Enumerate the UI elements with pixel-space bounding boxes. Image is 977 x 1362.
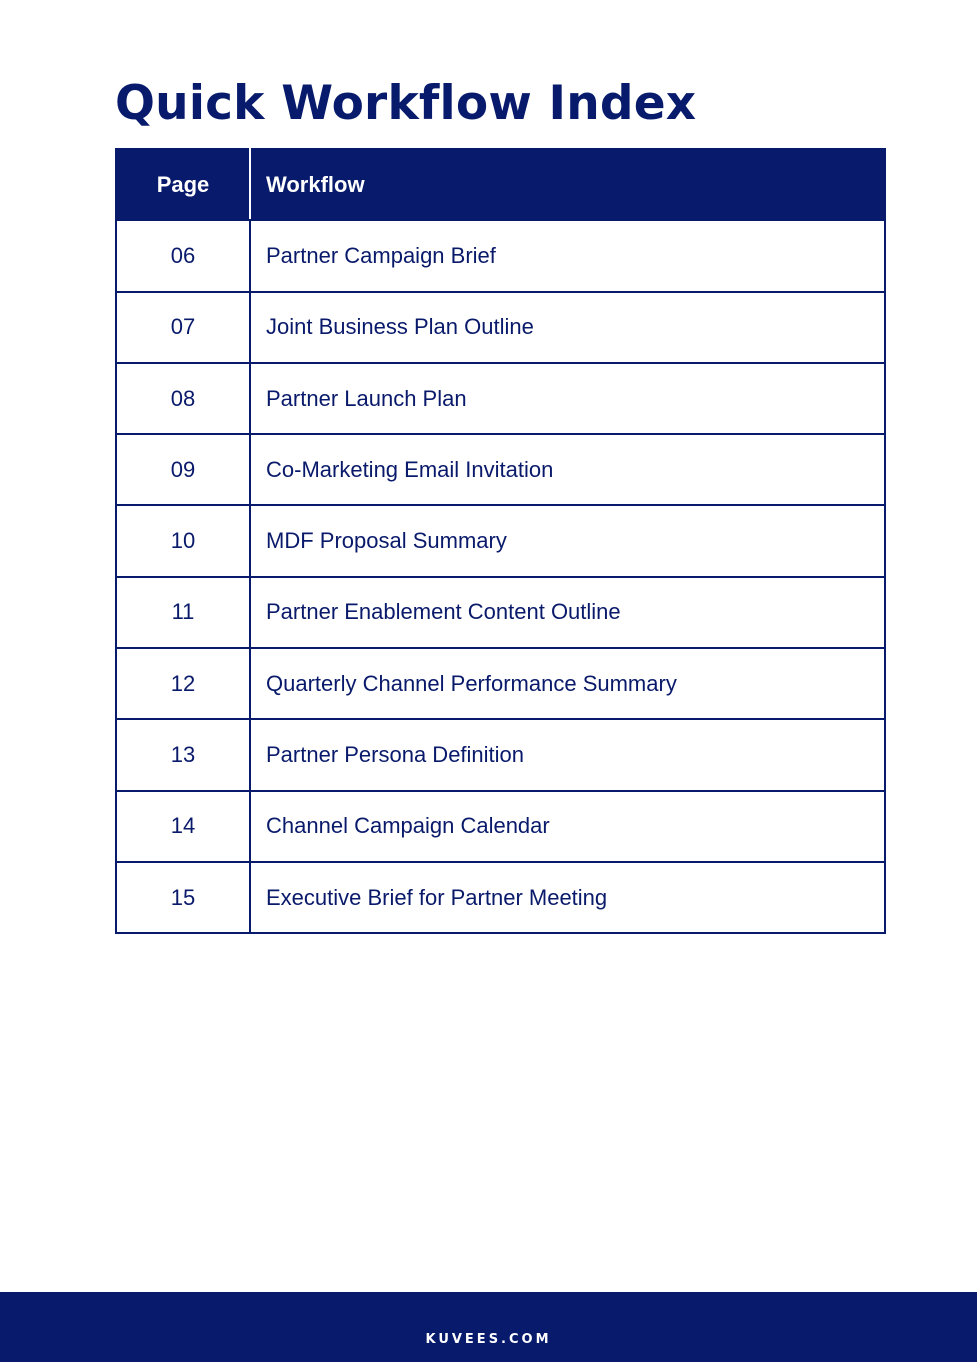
row-workflow-name: Channel Campaign Calendar <box>250 791 885 862</box>
row-page-number: 10 <box>116 505 250 576</box>
row-workflow-name: Partner Campaign Brief <box>250 220 885 291</box>
row-workflow-name: Co-Marketing Email Invitation <box>250 434 885 505</box>
workflow-index-table <box>115 148 886 934</box>
table-row <box>116 862 885 933</box>
row-workflow-name: Joint Business Plan Outline <box>250 292 885 363</box>
row-workflow-name: MDF Proposal Summary <box>250 505 885 576</box>
table-header-row <box>116 149 885 220</box>
table-row <box>116 719 885 790</box>
row-page-number: 12 <box>116 648 250 719</box>
table-row <box>116 505 885 576</box>
footer-bar <box>0 1292 977 1362</box>
row-page-number: 13 <box>116 719 250 790</box>
table-row <box>116 791 885 862</box>
column-header-workflow: Workflow <box>250 149 885 220</box>
row-page-number: 14 <box>116 791 250 862</box>
page-title: Quick Workflow Index <box>115 76 697 131</box>
column-header-page: Page <box>116 149 250 220</box>
table-row <box>116 648 885 719</box>
row-page-number: 11 <box>116 577 250 648</box>
row-page-number: 09 <box>116 434 250 505</box>
row-workflow-name: Partner Persona Definition <box>250 719 885 790</box>
table-row <box>116 434 885 505</box>
table-row <box>116 220 885 291</box>
row-workflow-name: Quarterly Channel Performance Summary <box>250 648 885 719</box>
row-page-number: 08 <box>116 363 250 434</box>
footer-website: KUVEES.COM <box>425 1331 552 1347</box>
row-workflow-name: Partner Launch Plan <box>250 363 885 434</box>
row-workflow-name: Executive Brief for Partner Meeting <box>250 862 885 933</box>
row-workflow-name: Partner Enablement Content Outline <box>250 577 885 648</box>
table-row <box>116 292 885 363</box>
row-page-number: 06 <box>116 220 250 291</box>
row-page-number: 15 <box>116 862 250 933</box>
row-page-number: 07 <box>116 292 250 363</box>
table-row <box>116 577 885 648</box>
table-row <box>116 363 885 434</box>
